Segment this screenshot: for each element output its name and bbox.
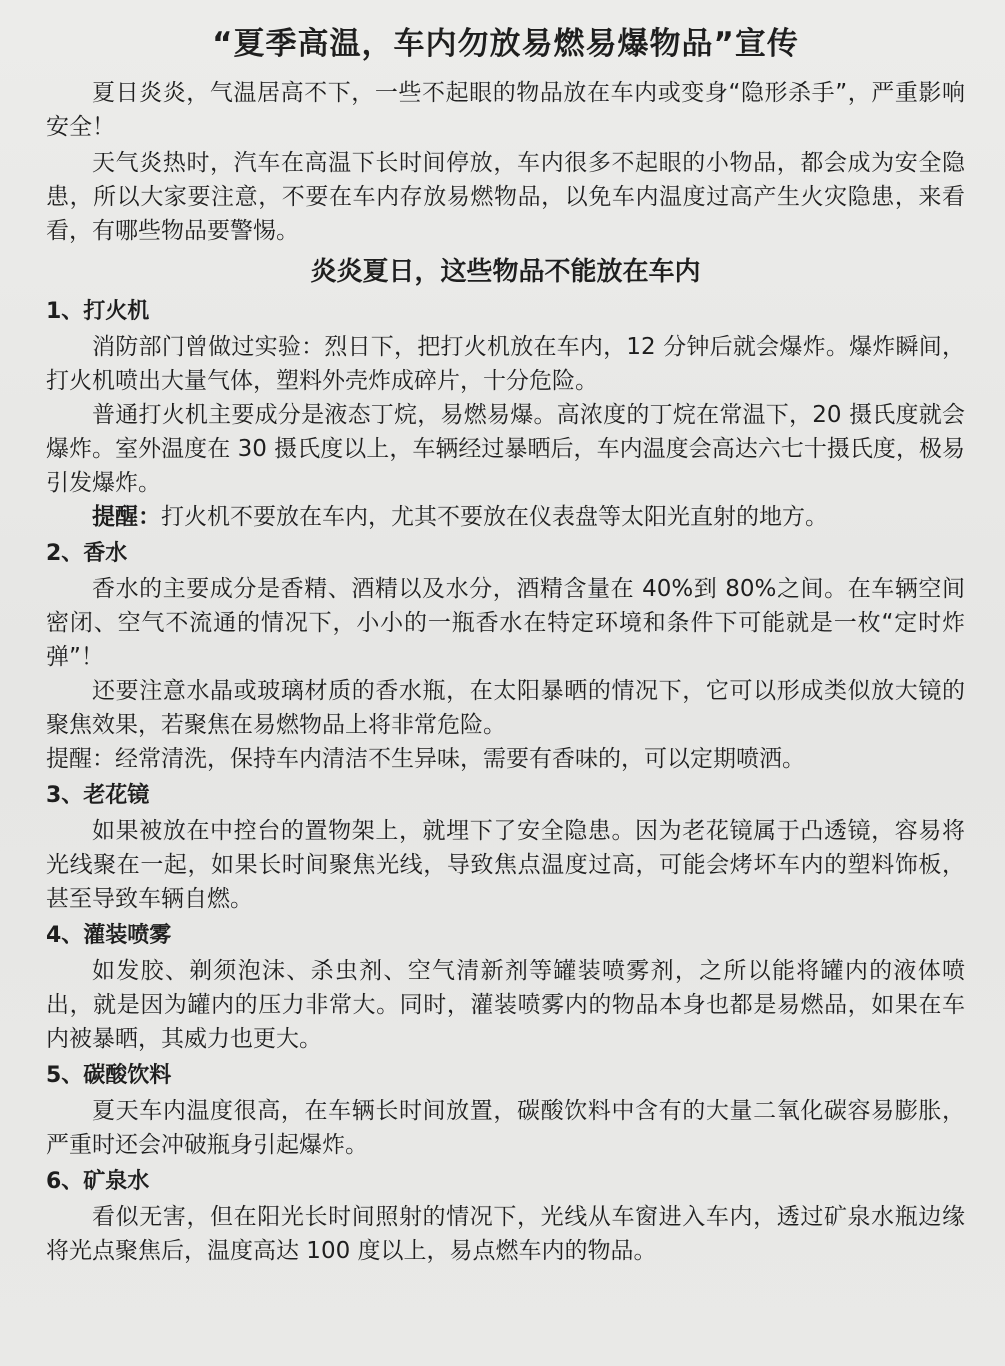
section-paragraph: 香水的主要成分是香精、酒精以及水分，酒精含量在 40%到 80%之间。在车辆空间密闭、空气不流通的情况下，小小的一瓶香水在特定环境和条件下可能就是一枚“定时炸弹”！ <box>46 576 965 670</box>
section-paragraph: 还要注意水晶或玻璃材质的香水瓶，在太阳暴晒的情况下，它可以形成类似放大镜的聚焦效果，若聚焦在易燃物品上将非常危险。 <box>46 678 965 738</box>
tip-paragraph <box>46 500 965 534</box>
section-spray-cans <box>46 918 965 1056</box>
section-heading: 6、矿泉水 <box>46 1169 150 1194</box>
section-paragraph: 看似无害，但在阳光长时间照射的情况下，光线从车窗进入车内，透过矿泉水瓶边缘将光点聚焦后，温度高达 100 度以上，易点燃车内的物品。 <box>46 1204 965 1264</box>
tip-text: 打火机不要放在车内，尤其不要放在仪表盘等太阳光直射的地方。 <box>161 504 828 530</box>
tip-label: 提醒： <box>92 504 161 530</box>
section-heading: 5、碳酸饮料 <box>46 1063 172 1088</box>
section-perfume <box>46 536 965 776</box>
page-title: “夏季高温，车内勿放易燃易爆物品”宣传 <box>212 26 799 62</box>
section-heading: 1、打火机 <box>46 299 150 324</box>
section-reading-glasses <box>46 778 965 916</box>
tip-text: 经常清洗，保持车内清洁不生异味，需要有香味的，可以定期喷洒。 <box>115 746 805 772</box>
tip-label: 提醒： <box>46 746 115 772</box>
section-paragraph: 如发胶、剃须泡沫、杀虫剂、空气清新剂等罐装喷雾剂，之所以能将罐内的液体喷出，就是因为罐内的压力非常大。同时，灌装喷雾内的物品本身也都是易燃品，如果在车内被暴晒，其威力也更大。 <box>46 958 965 1052</box>
section-paragraph: 夏天车内温度很高，在车辆长时间放置，碳酸饮料中含有的大量二氧化碳容易膨胀，严重时还会冲破瓶身引起爆炸。 <box>46 1098 965 1158</box>
section-lighter <box>46 294 965 534</box>
section-heading: 4、灌装喷雾 <box>46 923 172 948</box>
section-paragraph: 如果被放在中控台的置物架上，就埋下了安全隐患。因为老花镜属于凸透镜，容易将光线聚在一起，如果长时间聚焦光线，导致焦点温度过高，可能会烤坏车内的塑料饰板，甚至导致车辆自燃。 <box>46 818 965 912</box>
section-mineral-water <box>46 1164 965 1268</box>
section-heading: 3、老花镜 <box>46 783 150 808</box>
intro-paragraph-1: 夏日炎炎，气温居高不下，一些不起眼的物品放在车内或变身“隐形杀手”，严重影响安全！ <box>46 80 965 140</box>
section-subtitle: 炎炎夏日，这些物品不能放在车内 <box>310 257 701 287</box>
section-carbonated-drinks <box>46 1058 965 1162</box>
section-heading: 2、香水 <box>46 541 128 566</box>
tip-paragraph <box>46 742 965 776</box>
intro-paragraph-2: 天气炎热时，汽车在高温下长时间停放，车内很多不起眼的小物品，都会成为安全隐患，所以大家要注意，不要在车内存放易燃物品，以免车内温度过高产生火灾隐患，来看看，有哪些物品要警惕。 <box>46 150 965 244</box>
section-paragraph: 普通打火机主要成分是液态丁烷，易燃易爆。高浓度的丁烷在常温下，20 摄氏度就会爆炸。室外温度在 30 摄氏度以上，车辆经过暴晒后，车内温度会高达六七十摄氏度，极易引发爆炸。 <box>46 402 965 496</box>
section-paragraph: 消防部门曾做过实验：烈日下，把打火机放在车内，12 分钟后就会爆炸。爆炸瞬间，打火机喷出大量气体，塑料外壳炸成碎片，十分危险。 <box>46 334 965 394</box>
